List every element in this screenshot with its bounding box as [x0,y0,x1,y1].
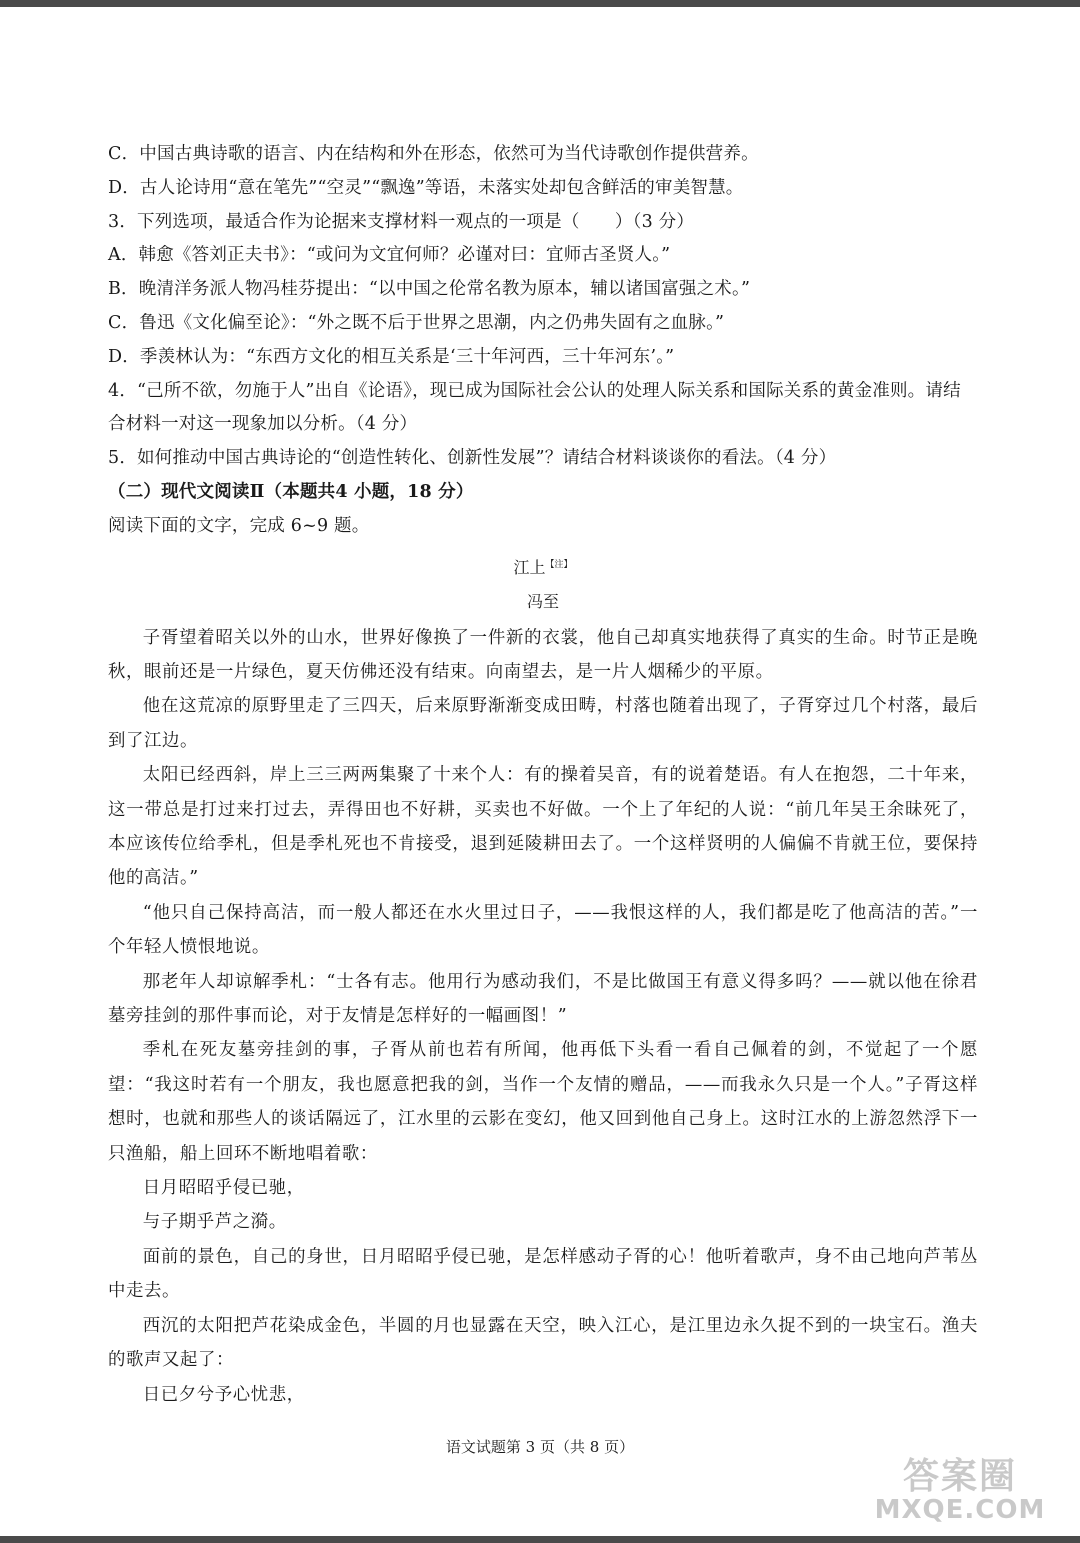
story-paragraph: 太阳已经西斜，岸上三三两两集聚了十来个人：有的操着吴音，有的说着楚语。有人在抱怨，二十年来，这一带总是打过来打过去，弄得田也不好耕，买卖也不好做。一个上了年纪的人说：“前几年吴王余昧死了，本应该传位给季札，但是季札死也不肯接受，退到延陵耕田去了。一个这样贤明的人偏偏不肯就王位，要保持他的高洁。” [108,765,978,889]
question-3-option-b: B．晚清洋务派人物冯桂芬提出：“以中国之伦常名教为原本，辅以诸国富强之术。” [108,279,751,300]
exam-page [108,138,978,1412]
watermark-glyphs: 答案圈 [902,1456,1017,1497]
question-2-option-d: D．古人论诗用“意在笔先”“空灵”“飘逸”等语，未落实处却包含鲜活的审美智慧。 [108,177,744,198]
story-title-text: 江上 [513,557,546,577]
story-paragraph: “他只自己保持高洁，而一般人都还在水火里过日子，——我恨这样的人，我们都是吃了他高洁的苦。”一个年轻人愤恨地说。 [108,902,978,958]
section-instruction: 阅读下面的文字，完成 6~9 题。 [108,515,370,536]
story-title [108,548,978,585]
question-5: 5．如何推动中国古典诗论的“创造性转化、创新性发展”？请结合材料谈谈你的看法。（4 分） [108,448,837,469]
song-line: 与子期乎芦之漪。 [142,1212,287,1233]
watermark-logo [860,1448,1060,1525]
top-scan-border [0,0,1080,7]
bottom-scan-border [0,1536,1080,1543]
song-line: 日已夕兮予心忧悲， [142,1384,305,1405]
story-paragraph: 季札在死友墓旁挂剑的事，子胥从前也若有所闻，他再低下头看一看自己佩着的剑，不觉起了一个愿望：“我这时若有一个朋友，我也愿意把我的剑，当作一个友情的赠品，——而我永久只是一个人。”子胥这样想时，也就和那些人的谈话隔远了，江水里的云影在变幻，他又回到他自己身上。这时江水的上游忽然浮下一只渔船，船上回环不断地唱着歌： [108,1040,978,1164]
story-paragraph: 子胥望着昭关以外的山水，世界好像换了一件新的衣裳，他自己却真实地获得了真实的生命。时节正是晚秋，眼前还是一片绿色，夏天仿佛还没有结束。向南望去，是一片人烟稀少的平原。 [108,627,978,682]
story-paragraph: 他在这荒凉的原野里走了三四天，后来原野渐渐变成田畴，村落也随着出现了，子胥穿过几个村落，最后到了江边。 [108,696,978,751]
song-line: 日月昭昭乎侵已驰， [142,1178,305,1199]
page-footer: 语文试题第 3 页（共 8 页） [445,1438,635,1456]
story-body [108,621,978,1412]
question-2-option-c: C．中国古典诗歌的语言、内在结构和外在形态，依然可为当代诗歌创作提供营养。 [108,144,759,164]
question-3-stem: 3．下列选项，最适合作为论据来支撑材料一观点的一项是（ ）（3 分） [108,211,695,232]
question-3-option-a: A．韩愈《答刘正夫书》：“或问为文宜何师？必谨对曰：宜师古圣贤人。” [108,245,671,266]
title-note-marker: 【注】 [545,559,573,570]
story-paragraph: 那老年人却谅解季札：“士各有志。他用行为感动我们，不是比做国王有意义得多吗？——就以他在徐君墓旁挂剑的那件事而论，对于友情是怎样好的一幅画图！” [108,971,978,1027]
question-3-option-c: C．鲁迅《文化偏至论》：“外之既不后于世界之思潮，内之仍弗失固有之血脉。” [108,312,725,333]
section-heading: （二）现代文阅读Ⅱ（本题共4 小题，18 分） [108,481,474,502]
story-paragraph: 西沉的太阳把芦花染成金色，半圆的月也显露在天空，映入江心，是江里边永久捉不到的一块宝石。渔夫的歌声又起了： [108,1315,978,1371]
story-paragraph: 面前的景色，自己的身世，日月昭昭乎侵已驰，是怎样感动子胥的心！他听着歌声，身不由己地向芦苇丛中走去。 [108,1246,978,1302]
question-4: 4．“己所不欲，勿施于人”出自《论语》，现已成为国际社会公认的处理人际关系和国际关系的黄金准则。请结合材料一对这一现象加以分析。（4 分） [108,380,961,435]
story-author: 冯至 [526,591,559,611]
question-3-option-d: D．季羡林认为：“东西方文化的相互关系是‘三十年河西，三十年河东’。” [108,346,675,367]
watermark-url: MXQE.COM [874,1495,1046,1525]
